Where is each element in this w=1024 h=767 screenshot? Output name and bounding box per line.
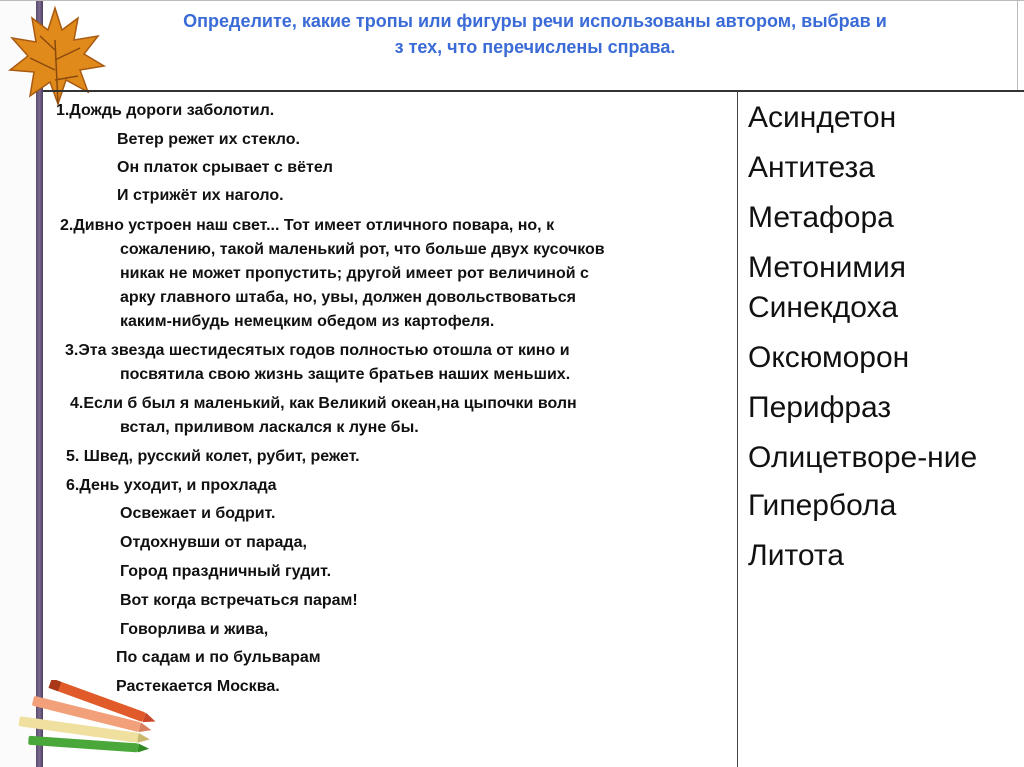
column-divider xyxy=(737,91,738,767)
example-line: 5. Швед, русский колет, рубит, режет. xyxy=(66,448,360,465)
example-line: никак не может пропустить; другой имеет рот величиной с xyxy=(120,265,589,282)
term-item: Олицетворе-ние xyxy=(748,441,978,474)
title-line-1: Определите, какие тропы или фигуры речи использованы автором, выбрав и xyxy=(183,11,887,31)
left-accent-bar xyxy=(36,0,43,767)
example-line: 3.Эта звезда шестидесятых годов полностью отошла от кино и xyxy=(65,342,570,359)
example-line: Отдохнувши от парада, xyxy=(120,534,307,551)
example-line: 4.Если б был я маленький, как Великий океан,на цыпочки волн xyxy=(70,395,577,412)
term-item: Перифраз xyxy=(748,391,892,424)
term-item: Литота xyxy=(748,539,844,572)
crayons-icon xyxy=(10,680,170,760)
left-margin xyxy=(0,0,36,767)
example-line: 1.Дождь дороги заболотил. xyxy=(56,102,275,119)
example-line: Растекается Москва. xyxy=(116,678,280,695)
term-item: Антитеза xyxy=(748,151,875,184)
example-line: сожалению, такой маленький рот, что больше двух кусочков xyxy=(120,241,605,258)
example-line: Освежает и бодрит. xyxy=(120,505,276,522)
term-item: Асиндетон xyxy=(748,101,897,134)
example-line: Говорлива и жива, xyxy=(120,621,269,638)
term-item: Оксюморон xyxy=(748,341,910,374)
example-line: Ветер режет их стекло. xyxy=(117,131,300,148)
term-item: Метафора xyxy=(748,201,894,234)
example-line: И стрижёт их наголо. xyxy=(117,187,284,204)
example-line: посвятила свою жизнь защите братьев наших меньших. xyxy=(120,366,571,383)
page-title xyxy=(60,8,1010,60)
example-line: Он платок срывает с вётел xyxy=(117,159,333,176)
example-line: Вот когда встречаться парам! xyxy=(120,592,358,609)
example-line: По садам и по бульварам xyxy=(116,649,321,666)
top-frame-line xyxy=(0,0,1024,1)
example-line: встал, приливом ласкался к луне бы. xyxy=(120,419,419,436)
term-item: Метонимия xyxy=(748,251,907,284)
term-item: Синекдоха xyxy=(748,291,898,324)
example-line: 2.Дивно устроен наш свет... Тот имеет отличного повара, но, к xyxy=(60,217,555,234)
table-top-rule xyxy=(43,90,1024,92)
example-line: арку главного штаба, но, увы, должен довольствоваться xyxy=(120,289,576,306)
example-line: 6.День уходит, и прохлада xyxy=(66,477,277,494)
title-line-2: з тех, что перечислены справа. xyxy=(394,37,676,57)
example-line: каким-нибудь немецким обедом из картофеля. xyxy=(120,313,495,330)
term-item: Гипербола xyxy=(748,489,897,522)
example-line: Город праздничный гудит. xyxy=(120,563,332,580)
header-right-border xyxy=(1017,0,1018,92)
